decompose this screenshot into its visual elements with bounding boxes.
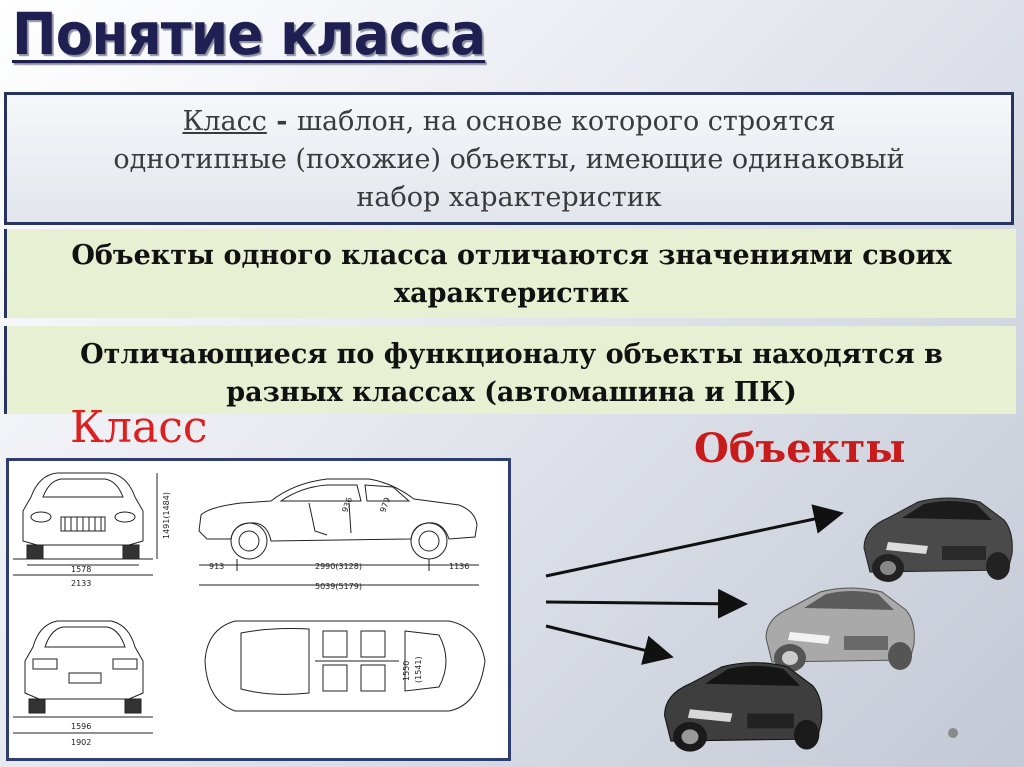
car-object-3 [658,652,828,758]
statement-2-line-1: Отличающиеся по функционалу объекты находятся в [80,339,943,370]
dim-height: 1491(1484) [162,492,171,539]
dim-rear: 1136 [449,562,470,571]
definition-line-1-rest: шаблон, на основе которого строятся [296,106,836,137]
definition-term: Класс [182,106,267,137]
slide-marker-dot [948,728,958,738]
definition-separator: - [266,106,297,137]
car-object-1 [858,488,1018,588]
statement-1-line-1: Объекты одного класса отличаются значениями своих [71,240,952,271]
page-title: Понятие класса [12,0,486,68]
statement-2-line-2: разных классах (автомашина и ПК) [226,377,797,408]
dim-seat-2: 979 [378,496,393,514]
dim-width-1: 1578 [71,565,92,574]
arrow-right-icon [546,602,742,604]
dim-inner-2: (1541) [414,656,423,683]
arrow-right-icon [546,514,838,576]
definition-line-2: однотипные (похожие) объекты, имеющие одинаковый [113,144,905,175]
dim-rear-width: 1902 [71,738,92,747]
dim-base: 2990(3128) [315,562,362,571]
dim-length: 5039(5179) [315,582,362,591]
objects-label: Объекты [694,425,906,472]
dim-width-2: 2133 [71,579,92,588]
statement-1-line-2: характеристик [394,278,629,309]
dim-rear-track: 1596 [71,722,92,731]
dim-front: 913 [209,562,225,571]
dim-inner: 1550 [402,660,411,681]
definition-line-3: набор характеристик [356,182,662,213]
class-label: Класс [70,402,208,453]
dim-seat-1: 936 [340,496,355,514]
arrow-right-icon [546,626,668,656]
